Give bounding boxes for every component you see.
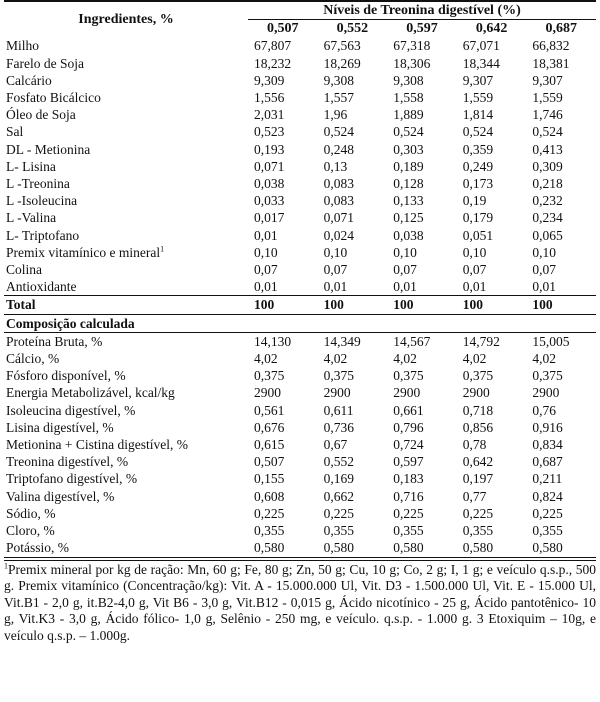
cell-value: 0,218: [532, 176, 563, 192]
row-label: [4, 419, 248, 436]
total-value: 100: [457, 296, 527, 314]
row-label-text: Proteína Bruta, %: [6, 333, 103, 349]
cell-value: 66,832: [532, 38, 570, 54]
cell-value: 0,038: [254, 176, 285, 192]
row-label: [4, 72, 248, 89]
cell-value: 0,10: [323, 244, 348, 260]
cell-value: 0,552: [323, 454, 354, 470]
cell-value: 0,355: [254, 523, 285, 539]
composition-title-row: [4, 314, 596, 332]
cell-value: 0,189: [393, 158, 424, 174]
row-label-text: Premix vitamínico e mineral: [6, 244, 161, 260]
row-label: [4, 261, 248, 278]
footnote-ref: 1: [160, 244, 165, 254]
row-label: [4, 453, 248, 470]
cell-value: 2900: [532, 385, 560, 401]
cell-value: 0,736: [323, 419, 354, 435]
cell-value: 0,01: [532, 279, 556, 295]
cell-value: 0,01: [254, 227, 278, 243]
cell-value: 0,183: [393, 471, 424, 487]
cell-value: 1,96: [323, 107, 348, 123]
cell-value: 0,173: [462, 176, 494, 192]
cell-value: 0,19: [462, 193, 487, 209]
cell-value: 1,814: [462, 107, 494, 123]
composition-row: [4, 522, 596, 539]
cell-value: 9,307: [462, 72, 494, 88]
cell-value: 4,02: [462, 351, 487, 367]
composition-row: [4, 367, 596, 384]
cell-value: 2,031: [254, 107, 285, 123]
cell-value: 0,661: [393, 402, 424, 418]
total-label: Total: [4, 296, 248, 314]
cell-value: 0,232: [532, 193, 563, 209]
cell-value: 0,083: [323, 176, 354, 192]
cell-value: 0,77: [462, 488, 487, 504]
cell-value: 4,02: [254, 351, 278, 367]
row-label-text: Cálcio, %: [6, 351, 60, 367]
cell-value: 0,225: [462, 505, 494, 521]
cell-value: 0,01: [462, 279, 487, 295]
cell-value: 0,413: [532, 141, 563, 157]
row-label: [4, 227, 248, 244]
row-label-text: L- Triptofano: [6, 227, 80, 243]
cell-value: 0,676: [254, 419, 285, 435]
cell-value: 18,232: [254, 55, 292, 71]
cell-value: 0,10: [393, 244, 417, 260]
cell-value: 67,807: [254, 38, 292, 54]
cell-value: 0,580: [387, 539, 457, 557]
cell-value: 0,128: [393, 176, 424, 192]
cell-value: 18,306: [393, 55, 431, 71]
row-label: [4, 123, 248, 140]
cell-value: 0,169: [323, 471, 354, 487]
ingredient-row: [4, 209, 596, 226]
cell-value: 0,580: [318, 539, 388, 557]
composition-row: [4, 453, 596, 470]
row-label: [4, 55, 248, 72]
composition-row: [4, 505, 596, 522]
cell-value: 0,017: [254, 210, 285, 226]
cell-value: 0,561: [254, 402, 285, 418]
cell-value: 0,718: [462, 402, 494, 418]
cell-value: 0,07: [323, 262, 348, 278]
row-label-text: Calcário: [6, 72, 52, 88]
row-label-text: DL - Metionina: [6, 141, 91, 157]
cell-value: 0,580: [248, 539, 318, 557]
row-label-text: Colina: [6, 262, 42, 278]
composition-row: [4, 488, 596, 505]
cell-value: 18,269: [323, 55, 361, 71]
cell-value: 0,724: [393, 437, 424, 453]
row-label: [4, 209, 248, 226]
cell-value: 18,344: [462, 55, 500, 71]
cell-value: 0,071: [323, 210, 354, 226]
cell-value: 0,355: [323, 523, 354, 539]
cell-value: 0,051: [462, 227, 494, 243]
row-label: [4, 505, 248, 522]
cell-value: 0,249: [462, 158, 494, 174]
composition-body: [4, 332, 596, 557]
cell-value: 0,197: [462, 471, 494, 487]
cell-value: 0,662: [323, 488, 354, 504]
total-body: [4, 296, 596, 332]
footnote: [4, 560, 596, 645]
level-header: 0,642: [475, 21, 508, 37]
total-value: 100: [248, 296, 318, 314]
cell-value: 0,13: [323, 158, 348, 174]
total-value: 100: [387, 296, 457, 314]
cell-value: 0,10: [254, 244, 278, 260]
row-label: [4, 488, 248, 505]
cell-value: 0,615: [254, 437, 285, 453]
cell-value: 9,308: [393, 72, 424, 88]
cell-value: 0,796: [393, 419, 424, 435]
total-value: 100: [318, 296, 388, 314]
cell-value: 0,524: [393, 124, 424, 140]
cell-value: 0,01: [254, 279, 278, 295]
composition-row: [4, 402, 596, 419]
cell-value: 0,225: [254, 505, 285, 521]
cell-value: 15,005: [532, 333, 570, 349]
cell-value: 1,556: [254, 90, 285, 106]
row-label-text: Fósforo disponível, %: [6, 368, 126, 384]
level-header: 0,507: [267, 21, 299, 37]
cell-value: 0,580: [457, 539, 527, 557]
cell-value: 0,07: [393, 262, 417, 278]
row-label-text: Sódio, %: [6, 505, 56, 521]
cell-value: 0,225: [393, 505, 424, 521]
row-label: [4, 278, 248, 296]
row-label: [4, 89, 248, 106]
cell-value: 0,375: [393, 368, 424, 384]
cell-value: 0,303: [393, 141, 424, 157]
header-row-top: [4, 1, 596, 20]
ingredient-row: [4, 123, 596, 140]
cell-value: 1,559: [532, 90, 563, 106]
row-label: [4, 384, 248, 401]
cell-value: 9,309: [254, 72, 285, 88]
cell-value: 0,78: [462, 437, 487, 453]
cell-value: 0,355: [462, 523, 494, 539]
row-label-text: L -Treonina: [6, 176, 70, 192]
composition-row: [4, 350, 596, 367]
row-label-text: Óleo de Soja: [6, 107, 76, 123]
cell-value: 0,355: [532, 523, 563, 539]
row-label: [4, 332, 248, 350]
ingredients-header: Ingredientes, %: [4, 1, 248, 37]
cell-value: 0,524: [532, 124, 563, 140]
cell-value: 1,746: [532, 107, 563, 123]
cell-value: 0,834: [532, 437, 563, 453]
cell-value: 0,155: [254, 471, 285, 487]
total-value: 100: [526, 296, 596, 314]
ingredient-row: [4, 37, 596, 54]
cell-value: 18,381: [532, 55, 570, 71]
row-label-text: Lisina digestível, %: [6, 419, 114, 435]
composition-title: Composição calculada: [4, 314, 596, 332]
cell-value: 0,67: [323, 437, 348, 453]
cell-value: 9,307: [532, 72, 563, 88]
ingredient-row: [4, 106, 596, 123]
cell-value: 0,375: [254, 368, 285, 384]
cell-value: 0,916: [532, 419, 563, 435]
cell-value: 0,524: [323, 124, 354, 140]
cell-value: 0,024: [323, 227, 354, 243]
ingredient-row: [4, 141, 596, 158]
cell-value: 0,716: [393, 488, 424, 504]
cell-value: 0,856: [462, 419, 494, 435]
level-header: 0,597: [406, 21, 438, 37]
cell-value: 67,071: [462, 38, 500, 54]
cell-value: 0,608: [254, 488, 285, 504]
threonine-levels-header: Níveis de Treonina digestível (%): [248, 1, 596, 20]
cell-value: 0,597: [393, 454, 424, 470]
ingredient-row: [4, 158, 596, 175]
cell-value: 9,308: [323, 72, 354, 88]
cell-value: 1,558: [393, 90, 424, 106]
ingredient-row: [4, 175, 596, 192]
composition-row: [4, 419, 596, 436]
footnote-marker: 1: [4, 561, 8, 570]
row-label: [4, 244, 248, 261]
cell-value: 0,01: [323, 279, 348, 295]
cell-value: 1,889: [393, 107, 424, 123]
cell-value: 2900: [254, 385, 281, 401]
row-label: [4, 522, 248, 539]
row-label-text: L -Isoleucina: [6, 193, 78, 209]
cell-value: 0,225: [323, 505, 354, 521]
composition-row: [4, 539, 596, 557]
cell-value: 0,524: [462, 124, 494, 140]
cell-value: 0,234: [532, 210, 563, 226]
cell-value: 14,567: [393, 333, 431, 349]
cell-value: 1,559: [462, 90, 494, 106]
row-label-text: Potássio, %: [6, 540, 70, 556]
row-label-text: L -Valina: [6, 210, 57, 226]
cell-value: 2900: [393, 385, 421, 401]
cell-value: 0,133: [393, 193, 424, 209]
cell-value: 67,563: [323, 38, 361, 54]
row-label: [4, 106, 248, 123]
cell-value: 0,193: [254, 141, 285, 157]
cell-value: 0,065: [532, 227, 563, 243]
ingredient-row: [4, 261, 596, 278]
cell-value: 0,824: [532, 488, 563, 504]
cell-value: 14,349: [323, 333, 361, 349]
nutrition-table-document: [4, 0, 596, 644]
cell-value: 0,10: [462, 244, 487, 260]
cell-value: 0,07: [462, 262, 487, 278]
row-label-text: Energia Metabolizável, kcal/kg: [6, 385, 175, 401]
row-label: [4, 539, 248, 557]
row-label: [4, 436, 248, 453]
cell-value: 0,211: [532, 471, 563, 487]
row-label: [4, 37, 248, 54]
ingredient-row: [4, 89, 596, 106]
cell-value: 14,792: [462, 333, 500, 349]
row-label-text: Farelo de Soja: [6, 55, 84, 71]
cell-value: 0,375: [532, 368, 563, 384]
cell-value: 0,375: [462, 368, 494, 384]
cell-value: 0,507: [254, 454, 285, 470]
row-label-text: Antioxidante: [6, 279, 77, 295]
row-label-text: Sal: [6, 124, 24, 140]
cell-value: 0,033: [254, 193, 285, 209]
footnote-text: Premix mineral por kg de ração: Mn, 60 g; Fe, 80 g; Zn, 50 g; Cu, 10 g; Co, 2 g; I, 1 g; e veículo q.s.p., 500 g. Premix vitamínico (Concentração/kg): Vit. A - 15.000.000 Ul, Vit. D3 - 1.500.000 Ul, Vit. E - 15.000 Ul, Vit.B1 - 2,0 g, it.B2-4,0 g, Vit B6 - 3,0 g, Vit.B12 - 0,015 g, Ácido nicotínico - 25 g, Ácido pantotênico- 10 g, Vit.K3 - 3,0 g, Ácido fólico- 1,0 g, Selênio - 250 mg, e veículo. q.s.p. - 1.000 g. 3 Etoxiquim – 10g, e veículo q.s.p. – 1.000g.: [4, 561, 596, 643]
row-label-text: Cloro, %: [6, 523, 55, 539]
cell-value: 0,687: [532, 454, 563, 470]
cell-value: 0,07: [532, 262, 556, 278]
cell-value: 0,359: [462, 141, 494, 157]
cell-value: 14,130: [254, 333, 292, 349]
row-label-text: Isoleucina digestível, %: [6, 402, 136, 418]
cell-value: 0,375: [323, 368, 354, 384]
row-label: [4, 158, 248, 175]
ingredient-row: [4, 72, 596, 89]
level-header: 0,687: [545, 21, 577, 37]
row-label-text: Milho: [6, 38, 40, 54]
ingredient-row: [4, 55, 596, 72]
row-label-text: Metionina + Cistina digestível, %: [6, 437, 188, 453]
cell-value: 0,309: [532, 158, 563, 174]
cell-value: 0,07: [254, 262, 278, 278]
composition-row: [4, 384, 596, 401]
row-label: [4, 402, 248, 419]
cell-value: 0,038: [393, 227, 424, 243]
row-label-text: Valina digestível, %: [6, 488, 115, 504]
composition-row: [4, 436, 596, 453]
cell-value: 0,76: [532, 402, 556, 418]
level-header: 0,552: [336, 21, 369, 37]
ingredient-row: [4, 227, 596, 244]
ingredient-row: [4, 244, 596, 261]
ingredients-body: [4, 37, 596, 296]
cell-value: 1,557: [323, 90, 354, 106]
composition-row: [4, 332, 596, 350]
cell-value: 2900: [462, 385, 490, 401]
cell-value: 0,225: [532, 505, 563, 521]
row-label: [4, 367, 248, 384]
row-label: [4, 470, 248, 487]
row-label-text: Treonina digestível, %: [6, 454, 129, 470]
cell-value: 67,318: [393, 38, 431, 54]
row-label-text: L- Lisina: [6, 158, 56, 174]
cell-value: 0,179: [462, 210, 494, 226]
row-label-text: Fosfato Bicálcico: [6, 90, 101, 106]
cell-value: 0,523: [254, 124, 285, 140]
composition-row: [4, 470, 596, 487]
row-label-text: Triptofano digestível, %: [6, 471, 138, 487]
cell-value: 0,01: [393, 279, 417, 295]
cell-value: 4,02: [393, 351, 417, 367]
cell-value: 0,642: [462, 454, 494, 470]
cell-value: 0,580: [526, 539, 596, 557]
ingredient-row: [4, 192, 596, 209]
cell-value: 0,071: [254, 158, 285, 174]
cell-value: 0,611: [323, 402, 354, 418]
ingredient-row: [4, 278, 596, 296]
cell-value: 0,10: [532, 244, 556, 260]
row-label: [4, 175, 248, 192]
row-label: [4, 192, 248, 209]
total-row: [4, 296, 596, 314]
cell-value: 4,02: [323, 351, 348, 367]
row-label: [4, 350, 248, 367]
cell-value: 0,083: [323, 193, 354, 209]
cell-value: 4,02: [532, 351, 556, 367]
cell-value: 0,355: [393, 523, 424, 539]
cell-value: 2900: [323, 385, 351, 401]
diet-composition-table: [4, 0, 596, 558]
row-label: [4, 141, 248, 158]
cell-value: 0,248: [323, 141, 354, 157]
cell-value: 0,125: [393, 210, 424, 226]
